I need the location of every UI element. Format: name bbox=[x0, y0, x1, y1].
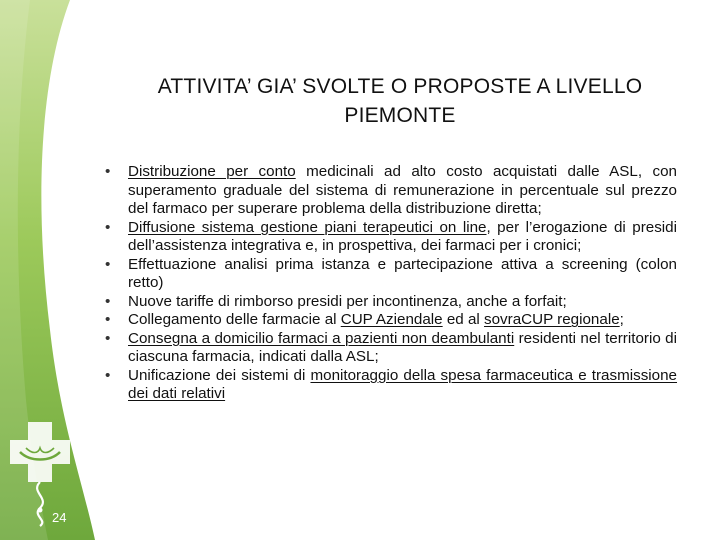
bullet-text: ed al bbox=[442, 311, 485, 328]
bullet-item bbox=[102, 293, 677, 312]
bullet-item bbox=[102, 219, 677, 256]
bullet-text: ; bbox=[619, 311, 624, 328]
bullet-item bbox=[102, 367, 677, 404]
bullet-text: Nuove tariffe di rimborso presidi per incontinenza, anche a forfait; bbox=[128, 292, 567, 310]
bullet-item bbox=[102, 330, 677, 367]
underlined-text: Consegna a domicilio farmaci a pazienti non deambulanti bbox=[128, 329, 515, 347]
underlined-text: CUP Aziendale bbox=[340, 311, 443, 328]
underlined-text: sovraCUP regionale bbox=[484, 311, 620, 328]
page-number: 24 bbox=[52, 510, 67, 525]
bullet-list bbox=[102, 163, 677, 404]
underlined-text: Distribuzione per conto bbox=[128, 163, 296, 180]
slide-title bbox=[100, 72, 700, 130]
bullet-item bbox=[102, 163, 677, 219]
bullet-text: Effettuazione analisi prima istanza e partecipazione attiva a screening (colon retto) bbox=[128, 255, 677, 291]
bullet-item bbox=[102, 311, 677, 330]
underlined-text: monitoraggio della spesa farmaceutica e trasmissione dei dati relativi bbox=[128, 366, 678, 402]
bullet-text: , per l’erogazione di presidi dell’assistenza integrativa e, in prospettiva, dei farmaci per i cronici; bbox=[128, 218, 677, 254]
bullet-text: Unificazione dei sistemi di bbox=[128, 366, 311, 384]
title-line: PIEMONTE bbox=[344, 104, 456, 127]
underlined-text: Diffusione sistema gestione piani terapeutici on line bbox=[128, 218, 487, 236]
bullet-text: Collegamento delle farmacie al bbox=[128, 311, 341, 328]
bullet-item bbox=[102, 256, 677, 293]
title-line: ATTIVITA’ GIA’ SVOLTE O PROPOSTE A LIVELLO bbox=[157, 75, 643, 98]
bullet-text: medicinali ad alto costo acquistati dalle ASL, con superamento graduale del sistema di remunerazione in percentuale sul prezzo del farmaco per superare problema della distribuzione diretta; bbox=[128, 163, 677, 217]
bullet-text: residenti nel territorio di ciascuna farmacia, indicati dalla ASL; bbox=[128, 329, 677, 365]
